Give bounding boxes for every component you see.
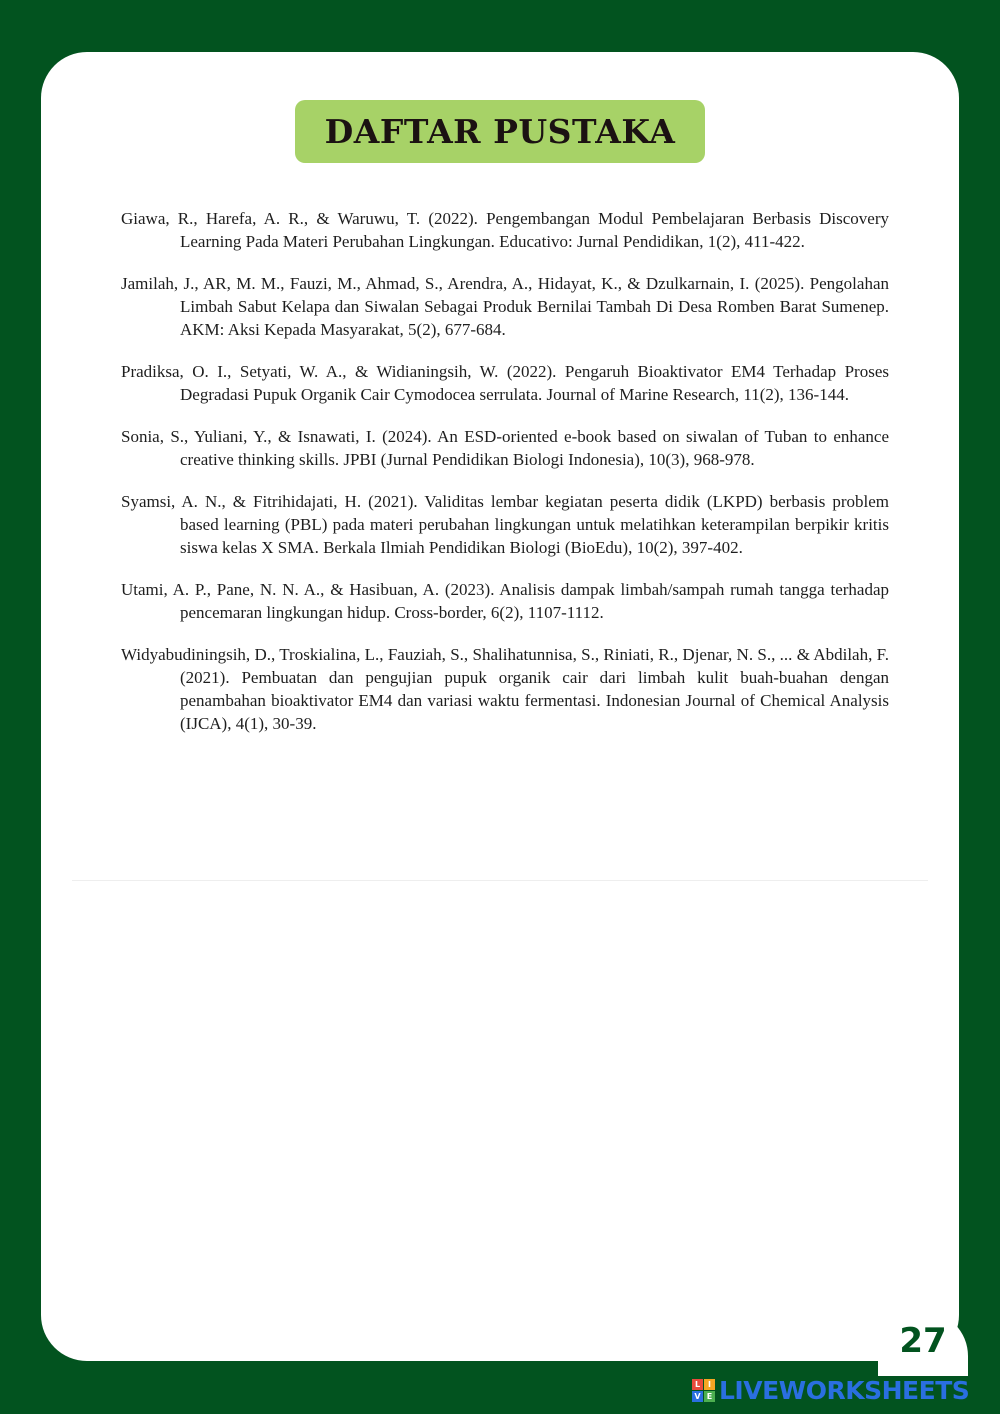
reference-item: Giawa, R., Harefa, A. R., & Waruwu, T. (2022). Pengembangan Modul Pembelajaran Berbasis Discovery Learning Pada Materi Perubahan Lingkungan. Educativo: Jurnal Pendidikan, 1(2), 411-422. — [121, 209, 889, 251]
logo-letter: I — [704, 1379, 715, 1390]
reference-item: Jamilah, J., AR, M. M., Fauzi, M., Ahmad, S., Arendra, A., Hidayat, K., & Dzulkarnain, I. (2025). Pengolahan Limbah Sabut Kelapa dan Siwalan Sebagai Produk Bernilai Tambah Di Desa Romben Barat Sumenep. AKM: Aksi Kepada Masyarakat, 5(2), 677-684. — [121, 274, 889, 339]
liveworksheets-watermark — [692, 1377, 969, 1403]
logo-letter: E — [704, 1391, 715, 1402]
title-banner — [295, 100, 705, 163]
logo-letter: V — [692, 1391, 703, 1402]
reference-list — [121, 207, 889, 754]
reference-item: Sonia, S., Yuliani, Y., & Isnawati, I. (2024). An ESD-oriented e-book based on siwalan of Tuban to enhance creative thinking skills. JPBI (Jurnal Pendidikan Biologi Indonesia), 10(3), 968-978. — [121, 427, 889, 469]
divider — [72, 880, 928, 881]
liveworksheets-icon — [692, 1379, 715, 1402]
reference-item: Widyabudiningsih, D., Troskialina, L., Fauziah, S., Shalihatunnisa, S., Riniati, R., Djenar, N. S., ... & Abdilah, F. (2021). Pembuatan dan pengujian pupuk organik cair dari limbah kulit buah-buahan dengan penambahan bioaktivator EM4 dan variasi waktu fermentasi. Indonesian Journal of Chemical Analysis (IJCA), 4(1), 30-39. — [121, 645, 889, 733]
page-number: 27 — [899, 1321, 947, 1361]
reference-item: Utami, A. P., Pane, N. N. A., & Hasibuan, A. (2023). Analisis dampak limbah/sampah rumah tangga terhadap pencemaran lingkungan hidup. Cross-border, 6(2), 1107-1112. — [121, 580, 889, 622]
watermark-text: LIVEWORKSHEETS — [719, 1375, 970, 1405]
page-card — [41, 52, 959, 1361]
logo-letter: L — [692, 1379, 703, 1390]
page-title: DAFTAR PUSTAKA — [324, 112, 676, 151]
reference-item: Pradiksa, O. I., Setyati, W. A., & Widianingsih, W. (2022). Pengaruh Bioaktivator EM4 Terhadap Proses Degradasi Pupuk Organik Cair Cymodocea serrulata. Journal of Marine Research, 11(2), 136-144. — [121, 362, 889, 404]
reference-item: Syamsi, A. N., & Fitrihidajati, H. (2021). Validitas lembar kegiatan peserta didik (LKPD) berbasis problem based learning (PBL) pada materi perubahan lingkungan untuk melatihkan keterampilan berpikir kritis siswa kelas X SMA. Berkala Ilmiah Pendidikan Biologi (BioEdu), 10(2), 397-402. — [121, 492, 889, 557]
